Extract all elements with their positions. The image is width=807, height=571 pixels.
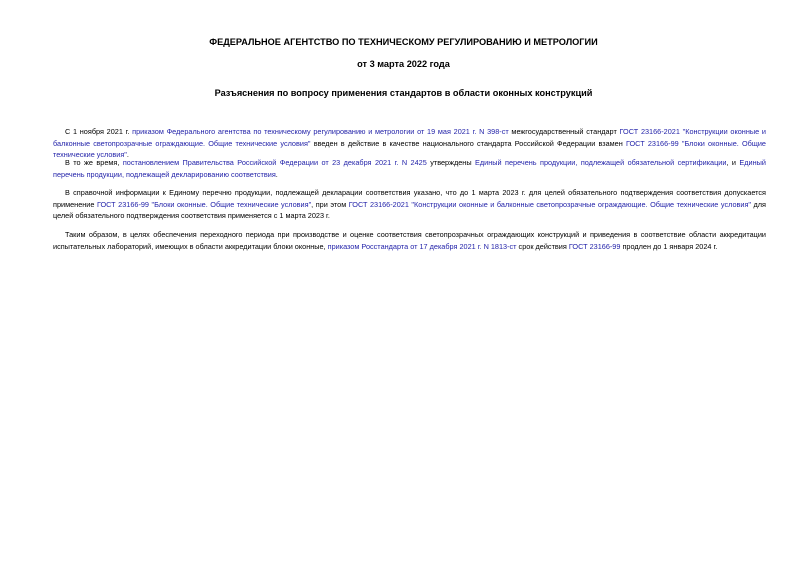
link-order-1813[interactable]: приказом Росстандарта от 17 декабря 2021 г. N 1813-ст bbox=[327, 241, 517, 251]
paragraph-4 bbox=[53, 229, 766, 252]
text-segment: В то же время, bbox=[65, 158, 123, 167]
paragraph-1 bbox=[53, 126, 766, 161]
link-gost-23166-2021[interactable]: ГОСТ 23166-2021 "Конструкции оконные и балконные светопрозрачные ограждающие. Общие технические условия" bbox=[348, 199, 751, 209]
link-order-398[interactable]: приказом Федерального агентства по техническому регулированию и метрологии от 19 мая 2021 г. N 398-ст bbox=[132, 127, 509, 136]
paragraph-3 bbox=[53, 187, 766, 222]
text-segment: . bbox=[275, 169, 278, 179]
text-segment: введен в действие в качестве национального стандарта Российской Федерации взамен bbox=[310, 138, 626, 148]
text-segment: утверждены bbox=[426, 158, 476, 167]
text-segment: . bbox=[126, 150, 129, 159]
text-segment: В справочной информации к Единому перечню продукции, подлежащей декларации соответствия указано, что до 1 марта 2023 г. для целей обязательного подтверждения соответствия допускается применение bbox=[53, 188, 766, 209]
text-segment: продлен до 1 января 2024 г. bbox=[620, 241, 718, 251]
link-gost-23166-99[interactable]: ГОСТ 23166-99 "Блоки оконные. Общие технические условия" bbox=[53, 138, 766, 159]
text-segment: , и bbox=[726, 158, 740, 167]
link-certification-list[interactable]: Единый перечень продукции, подлежащей обязательной сертификации bbox=[475, 158, 727, 167]
document-date: от 3 марта 2022 года bbox=[357, 59, 450, 69]
link-gost-23166-99[interactable]: ГОСТ 23166-99 bbox=[568, 241, 621, 251]
paragraph-2 bbox=[53, 157, 766, 180]
link-resolution-2425[interactable]: постановлением Правительства Российской Федерации от 23 декабря 2021 г. N 2425 bbox=[122, 158, 427, 167]
text-segment: , при этом bbox=[311, 199, 349, 209]
text-segment: Таким образом, в целях обеспечения переходного периода при производстве и оценке соответствия светопрозрачных ограждающих конструкций и приведения в соответствие области аккредитации испытательных лабораторий, имеющих в области аккредитации блоки оконные, bbox=[53, 230, 766, 251]
document-title: Разъяснения по вопросу применения стандартов в области оконных конструкций bbox=[214, 88, 593, 98]
text-segment: С 1 ноября 2021 г. bbox=[65, 127, 133, 136]
text-segment: межгосударственный стандарт bbox=[508, 127, 620, 136]
text-segment: для целей обязательного подтверждения соответствия применяется с 1 марта 2023 г. bbox=[53, 199, 766, 220]
link-gost-23166-99[interactable]: ГОСТ 23166-99 "Блоки оконные. Общие технические условия" bbox=[96, 199, 312, 209]
text-segment: срок действия bbox=[516, 241, 569, 251]
link-declaration-list[interactable]: Единый перечень продукции, подлежащей декларированию соответствия bbox=[53, 158, 766, 179]
link-gost-23166-2021[interactable]: ГОСТ 23166-2021 "Конструкции оконные и балконные светопрозрачные ограждающие. Общие технические условия" bbox=[53, 127, 766, 148]
agency-name: ФЕДЕРАЛЬНОЕ АГЕНТСТВО ПО ТЕХНИЧЕСКОМУ РЕГУЛИРОВАНИЮ И МЕТРОЛОГИИ bbox=[209, 37, 598, 47]
